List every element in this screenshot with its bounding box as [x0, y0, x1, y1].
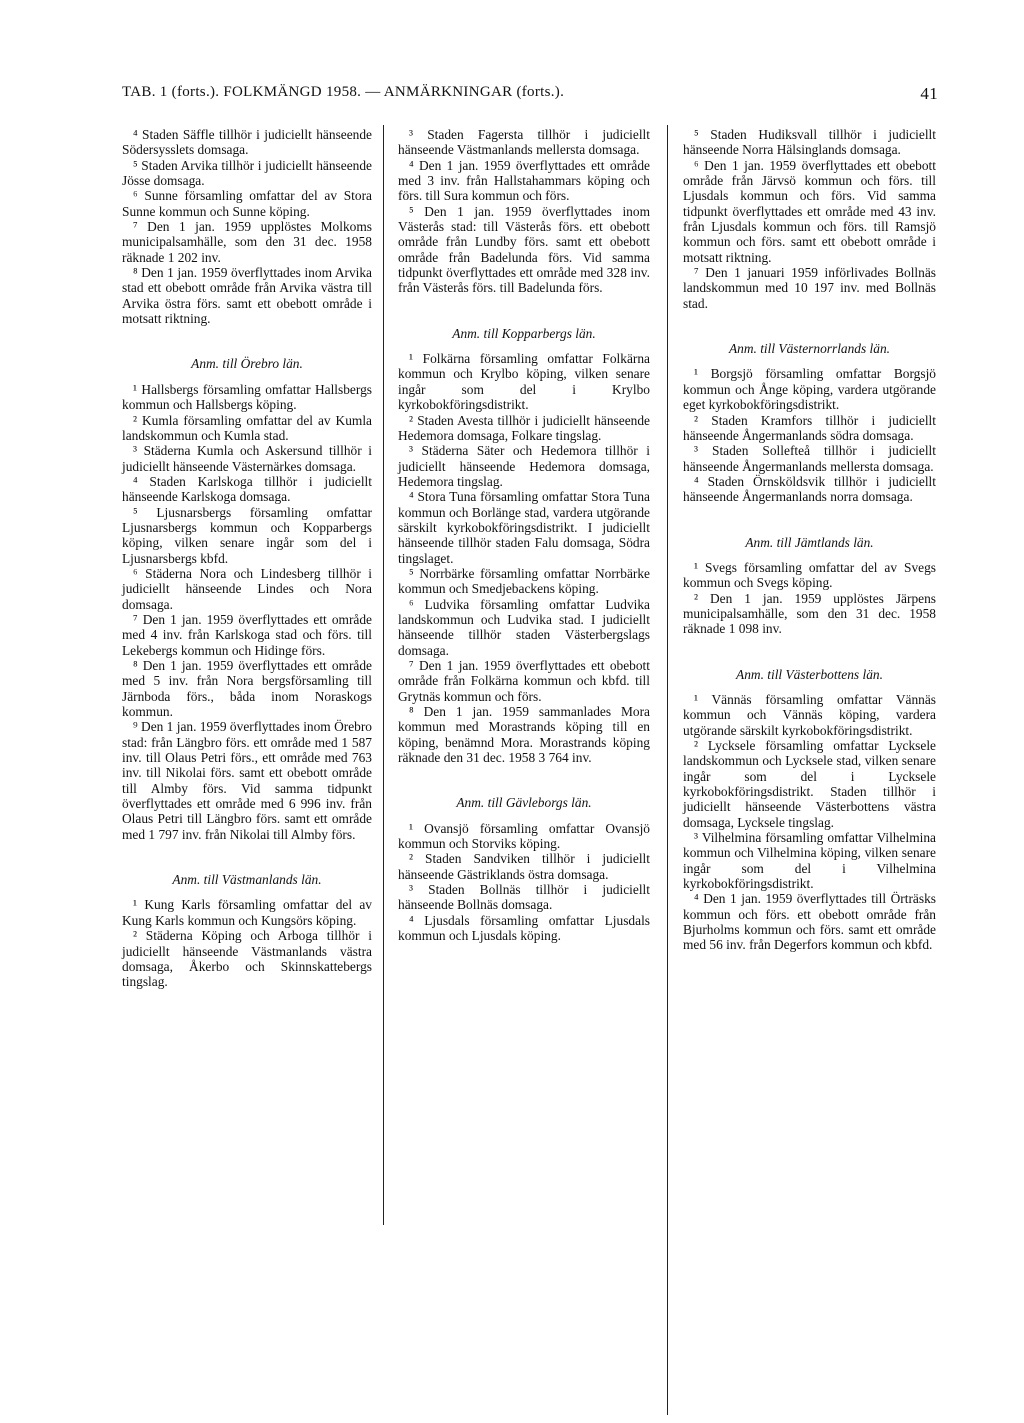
footnote: ³ Vilhelmina församling omfattar Vilhelmina kommun och Vilhelmina köping, vilken senare ingår som del i Vilhelmina kyrkobokföringsdistrikt. [683, 830, 936, 892]
footnote: ⁴ Staden Säffle tillhör i judiciellt hänseende Södersysslets domsaga. [122, 127, 372, 158]
footnote: ⁴ Ljusdals församling omfattar Ljusdals kommun och Ljusdals köping. [398, 912, 650, 944]
footnote: ⁷ Den 1 januari 1959 införlivades Bollnäs landskommun med 10 197 inv. med Bollnäs stad. [683, 265, 936, 311]
section-heading-vastmanland: Anm. till Västmanlands län. [172, 872, 322, 888]
column-3 [683, 127, 936, 953]
footnote: ⁵ Norrbärke församling omfattar Norrbärke kommun och Smedjebackens köping. [398, 565, 650, 597]
footnote: ¹ Ovansjö församling omfattar Ovansjö kommun och Storviks köping. [398, 820, 650, 852]
footnote: ² Staden Avesta tillhör i judiciellt hänseende Hedemora domsaga, Folkare tingslag. [398, 412, 650, 443]
column-rule-1 [383, 125, 384, 1225]
page-header [122, 84, 938, 114]
footnote: ³ Städerna Säter och Hedemora tillhör i judiciellt hänseende Hedemora domsaga, Hedemora tingslag. [398, 443, 650, 489]
footnote: ⁵ Den 1 jan. 1959 överflyttades inom Västerås stad: till Västerås förs. ett obebott område från Lundby förs. samt ett obebott område från Badelunda förs. Vid samma tidpunkt överflyttades ett område med 328 inv. från Västerås förs. till Badelunda förs. [398, 203, 650, 296]
section-heading-kopparberg: Anm. till Kopparbergs län. [452, 325, 596, 341]
footnote: ² Lycksele församling omfattar Lycksele landskommun och Lycksele stad, vilken senare ingår som del i Lycksele kyrkobokföringsdistrikt. Staden tillhör i judiciellt hänseende Västerbottens västra domsaga, Lycksele tingslag. [683, 738, 936, 830]
column-2 [398, 127, 650, 944]
footnote: ⁵ Staden Hudiksvall tillhör i judiciellt hänseende Norra Hälsinglands domsaga. [683, 127, 936, 158]
page-number: 41 [920, 84, 938, 103]
footnote: ⁵ Staden Arvika tillhör i judiciellt hänseende Jösse domsaga. [122, 157, 372, 189]
footnote: ² Den 1 jan. 1959 upplöstes Järpens municipalsamhälle, som den 31 dec. 1958 räknade 1 098 inv. [683, 590, 936, 637]
footnote: ⁴ Den 1 jan. 1959 överflyttades till Örträsks kommun och förs. ett obebott område från Bjurholms kommun och förs. samt ett område med 56 inv. från Degerfors kommun och kbfd. [683, 891, 936, 953]
footnote: ⁸ Den 1 jan. 1959 sammanlades Mora kommun med Morastrands köping till en köping, benämnd Mora. Morastrands köping räknade den 31 dec. 1958 3 764 inv. [398, 704, 650, 766]
footnote: ³ Staden Fagersta tillhör i judiciellt hänseende Västmanlands mellersta domsaga. [398, 127, 650, 158]
footnote: ¹ Hallsbergs församling omfattar Hallsbergs kommun och Hallsbergs köping. [122, 381, 372, 413]
section-heading-gavleborg: Anm. till Gävleborgs län. [456, 795, 592, 811]
footnote: ² Staden Sandviken tillhör i judiciellt hänseende Gästriklands östra domsaga. [398, 851, 650, 882]
footnote: ¹ Svegs församling omfattar del av Svegs kommun och Svegs köping. [683, 559, 936, 591]
footnote: ⁴ Staden Karlskoga tillhör i judiciellt hänseende Karlskoga domsaga. [122, 473, 372, 505]
footnote: ¹ Folkärna församling omfattar Folkärna kommun och Krylbo köping, vilken senare ingår som del i Krylbo kyrkobokföringsdistrikt. [398, 351, 650, 413]
footnote: ⁷ Den 1 jan. 1959 upplöstes Molkoms municipalsamhälle, som den 31 dec. 1958 räknade 1 202 inv. [122, 219, 372, 265]
footnote: ⁹ Den 1 jan. 1959 överflyttades inom Örebro stad: från Längbro förs. ett område med 1 587 inv. till Olaus Petri förs., ett område med 763 inv. till Nikolai förs. samt ett obebott område till Almby förs. Vid samma tidpunkt överflyttades ett område med 6 996 inv. från Olaus Petri till Längbro förs. samt ett område med 1 797 inv. från Nikolai till Almby förs. [122, 719, 372, 842]
column-1 [122, 127, 372, 990]
footnote: ¹ Borgsjö församling omfattar Borgsjö kommun och Ånge köping, vardera utgörande eget kyrkobokföringsdistrikt. [683, 366, 936, 413]
footnote: ³ Staden Bollnäs tillhör i judiciellt hänseende Bollnäs domsaga. [398, 882, 650, 913]
footnote: ⁶ Den 1 jan. 1959 överflyttades ett obebott område från Järvsö kommun och förs. till Ljusdals kommun och förs. Vid samma tidpunkt överflyttades ett område med 43 inv. från Ljusdals kommun och förs. till Ramsjö kommun och förs. samt ett obebott område i motsatt riktning. [683, 157, 936, 265]
footnote: ³ Städerna Kumla och Askersund tillhör i judiciellt hänseende Västernärkes domsaga. [122, 443, 372, 474]
footnote: ⁴ Staden Örnsköldsvik tillhör i judiciellt hänseende Ångermanlands norra domsaga. [683, 473, 936, 505]
section-heading-jamtland: Anm. till Jämtlands län. [745, 534, 874, 550]
footnote: ² Städerna Köping och Arboga tillhör i judiciellt hänseende Västmanlands västra domsaga, Åkerbo och Skinnskattebergs tingslag. [122, 928, 372, 990]
section-heading-orebro: Anm. till Örebro län. [191, 356, 303, 372]
footnote: ⁴ Stora Tuna församling omfattar Stora Tuna kommun och Borlänge stad, vardera utgörande särskilt kyrkobokföringsdistrikt. I judiciellt hänseende tillhör staden Falu domsaga, Södra tingslaget. [398, 489, 650, 566]
footnote: ⁶ Städerna Nora och Lindesberg tillhör i judiciellt hänseende Lindes och Nora domsaga. [122, 565, 372, 612]
section-heading-vasterbotten: Anm. till Västerbottens län. [736, 666, 883, 682]
footnote: ⁷ Den 1 jan. 1959 överflyttades ett område med 4 inv. från Karlskoga stad och förs. till Lekebergs kommun och Hidinge förs. [122, 611, 372, 658]
footnote: ² Staden Kramfors tillhör i judiciellt hänseende Ångermanlands södra domsaga. [683, 412, 936, 443]
footnote: ¹ Kung Karls församling omfattar del av Kung Karls kommun och Kungsörs köping. [122, 897, 372, 928]
column-rule-2 [667, 125, 668, 1415]
footnote: ⁴ Den 1 jan. 1959 överflyttades ett område med 3 inv. från Hallstahammars köping och förs. till Sura kommun och förs. [398, 157, 650, 204]
footnote: ⁸ Den 1 jan. 1959 överflyttades ett område med 5 inv. från Nora bergsförsamling till Järnboda förs., båda inom Noraskogs kommun. [122, 658, 372, 720]
footnote: ² Kumla församling omfattar del av Kumla landskommun och Kumla stad. [122, 412, 372, 443]
footnote: ³ Staden Sollefteå tillhör i judiciellt hänseende Ångermanlands mellersta domsaga. [683, 443, 936, 474]
footnote: ¹ Vännäs församling omfattar Vännäs kommun och Vännäs köping, vardera utgörande särskilt kyrkobokföringsdistrikt. [683, 691, 936, 738]
section-heading-vasternorrland: Anm. till Västernorrlands län. [728, 341, 891, 357]
footnote: ⁵ Ljusnarsbergs församling omfattar Ljusnarsbergs kommun och Kopparbergs köping, vilken senare ingår som del i Ljusnarsbergs kbfd. [122, 504, 372, 566]
footnote: ⁸ Den 1 jan. 1959 överflyttades inom Arvika stad ett obebott område från Arvika västra till Arvika östra förs. samt ett obebott område i motsatt riktning. [122, 265, 372, 327]
running-title: TAB. 1 (forts.). FOLKMÄNGD 1958. — ANMÄRKNINGAR (forts.). [122, 84, 565, 100]
footnote: ⁶ Ludvika församling omfattar Ludvika landskommun och Ludvika stad. I judiciellt hänseende tillhör staden Västerbergslags domsaga. [398, 596, 650, 658]
footnote: ⁷ Den 1 jan. 1959 överflyttades ett obebott område från Folkärna kommun och kbfd. till Grytnäs kommun och förs. [398, 658, 650, 704]
footnote: ⁶ Sunne församling omfattar del av Stora Sunne kommun och Sunne köping. [122, 188, 372, 219]
